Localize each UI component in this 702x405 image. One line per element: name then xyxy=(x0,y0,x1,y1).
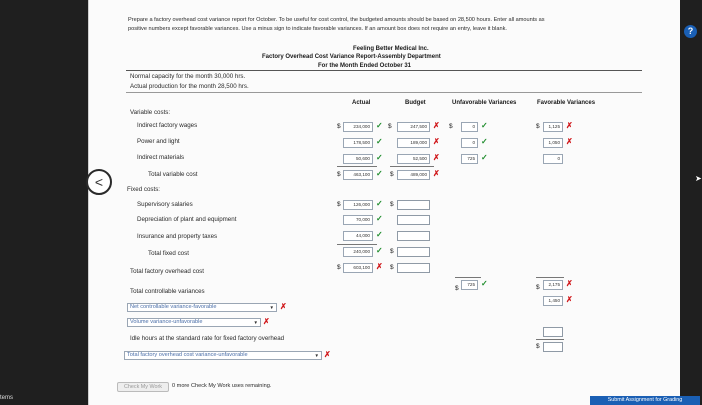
total-rule xyxy=(390,166,434,167)
controllable-unfavorable-input[interactable]: 725 xyxy=(461,280,478,290)
col-actual: Actual xyxy=(352,100,371,106)
net-controllable-input[interactable]: 1,450 xyxy=(543,296,563,306)
dollar-sign: $ xyxy=(536,123,540,130)
dollar-sign: $ xyxy=(390,171,394,178)
dollar-sign: $ xyxy=(455,285,459,292)
label-total-overhead: Total factory overhead cost xyxy=(130,268,204,275)
materials-unfavorable-input[interactable]: 725 xyxy=(461,154,478,164)
check-icon: ✓ xyxy=(376,230,383,239)
panel-divider xyxy=(88,0,89,405)
power-unfavorable-input[interactable]: 0 xyxy=(461,138,478,148)
label-idle-hours: Idle hours at the standard rate for fixed factory overhead xyxy=(130,335,285,342)
dollar-sign: $ xyxy=(536,343,540,350)
label-insurance: Insurance and property taxes xyxy=(137,233,218,240)
dollar-sign: $ xyxy=(337,264,341,271)
check-icon: ✓ xyxy=(376,137,383,146)
label-depreciation: Depreciation of plant and equipment xyxy=(137,216,237,223)
volume-variance-input[interactable] xyxy=(543,327,563,337)
check-icon: ✓ xyxy=(481,137,488,146)
power-favorable-input[interactable]: 1,050 xyxy=(543,138,563,148)
controllable-favorable-input[interactable]: 2,175 xyxy=(543,280,563,290)
x-icon: ✗ xyxy=(376,262,383,271)
x-icon: ✗ xyxy=(433,121,440,130)
submit-assignment-button[interactable]: Submit Assignment for Grading xyxy=(590,396,700,405)
heading-rule xyxy=(126,70,642,71)
total-rule xyxy=(536,339,564,340)
check-icon: ✓ xyxy=(376,153,383,162)
insurance-actual-input[interactable]: 44,000 xyxy=(343,231,373,241)
label-supervisory: Supervisory salaries xyxy=(137,201,193,208)
x-icon: ✗ xyxy=(433,137,440,146)
label-total-variable: Total variable cost xyxy=(148,171,198,178)
total-overhead-variance-input[interactable] xyxy=(543,342,563,352)
wages-budget-input[interactable]: 247,500 xyxy=(397,122,430,132)
chevron-down-icon: ▼ xyxy=(253,320,258,325)
power-budget-input[interactable]: 189,000 xyxy=(397,138,430,148)
dollar-sign: $ xyxy=(390,248,394,255)
depreciation-budget-input[interactable] xyxy=(397,215,430,225)
help-icon[interactable]: ? xyxy=(684,25,697,38)
chevron-down-icon: ▼ xyxy=(269,305,274,310)
volume-variance-select-value: Volume variance-unfavorable xyxy=(130,319,203,325)
total-fixed-budget-input[interactable] xyxy=(397,247,430,257)
col-budget: Budget xyxy=(405,100,426,106)
dollar-sign: $ xyxy=(337,123,341,130)
label-fixed-costs: Fixed costs: xyxy=(127,186,161,193)
total-rule xyxy=(337,166,377,167)
total-variable-budget-input[interactable]: 489,000 xyxy=(397,170,430,180)
sidebar-items-label: tems xyxy=(0,395,14,401)
supervisory-actual-input[interactable]: 126,000 xyxy=(343,200,373,210)
net-controllable-select[interactable] xyxy=(127,303,277,312)
total-rule xyxy=(455,277,481,278)
x-icon: ✗ xyxy=(566,279,573,288)
materials-favorable-input[interactable]: 0 xyxy=(543,154,563,164)
col-unfavorable: Unfavorable Variances xyxy=(452,100,517,106)
x-icon: ✗ xyxy=(433,153,440,162)
report-title: Factory Overhead Cost Variance Report-Assembly Department xyxy=(262,54,441,60)
x-icon: ✗ xyxy=(263,317,270,326)
total-variable-actual-input[interactable]: 463,100 xyxy=(343,170,373,180)
x-icon: ✗ xyxy=(324,350,331,359)
label-variable-costs: Variable costs: xyxy=(130,109,171,116)
company-name: Feeling Better Medical Inc. xyxy=(353,46,429,52)
wages-favorable-input[interactable]: 1,125 xyxy=(543,122,563,132)
power-actual-input[interactable]: 178,500 xyxy=(343,138,373,148)
label-total-controllable: Total controllable variances xyxy=(130,288,205,295)
total-overhead-variance-select-value: Total factory overhead cost variance-unfavorable xyxy=(127,352,248,358)
check-icon: ✓ xyxy=(376,214,383,223)
check-remaining-note: 0 more Check My Work uses remaining. xyxy=(172,383,272,389)
col-favorable: Favorable Variances xyxy=(537,100,596,106)
dollar-sign: $ xyxy=(390,264,394,271)
total-rule xyxy=(337,244,377,245)
dollar-sign: $ xyxy=(337,171,341,178)
label-total-fixed: Total fixed cost xyxy=(148,250,189,257)
check-icon: ✓ xyxy=(376,199,383,208)
label-indirect-materials: Indirect materials xyxy=(137,154,185,161)
check-my-work-button[interactable]: Check My Work xyxy=(117,382,169,392)
supervisory-budget-input[interactable] xyxy=(397,200,430,210)
materials-budget-input[interactable]: 52,500 xyxy=(397,154,430,164)
capacity-rule xyxy=(126,92,642,93)
total-fixed-actual-input[interactable]: 240,000 xyxy=(343,247,373,257)
net-controllable-select-value: Net controllable variance-favorable xyxy=(130,304,217,310)
x-icon: ✗ xyxy=(280,302,287,311)
normal-capacity: Normal capacity for the month 30,000 hrs. xyxy=(130,73,246,80)
dollar-sign: $ xyxy=(337,201,341,208)
wages-unfavorable-input[interactable]: 0 xyxy=(461,122,478,132)
instruction-line-2: positive numbers except favorable variances. Use a minus sign to indicate favorable variances. If an amount box does not require an entry, leave it blank. xyxy=(128,26,507,32)
check-icon: ✓ xyxy=(481,279,488,288)
check-icon: ✓ xyxy=(481,153,488,162)
total-overhead-actual-input[interactable]: 603,100 xyxy=(343,263,373,273)
cursor-icon: ➤ xyxy=(695,174,702,183)
instruction-line-1: Prepare a factory overhead cost variance report for October. To be useful for cost control, the budgeted amounts should be based on 28,500 hours. Enter all amounts as xyxy=(128,17,545,23)
insurance-budget-input[interactable] xyxy=(397,231,430,241)
label-indirect-wages: Indirect factory wages xyxy=(137,122,198,129)
chevron-down-icon: ▼ xyxy=(314,353,319,358)
check-icon: ✓ xyxy=(481,121,488,130)
x-icon: ✗ xyxy=(566,295,573,304)
materials-actual-input[interactable]: 50,600 xyxy=(343,154,373,164)
x-icon: ✗ xyxy=(566,121,573,130)
volume-variance-select[interactable] xyxy=(127,318,261,327)
total-rule xyxy=(536,277,564,278)
check-icon: ✓ xyxy=(376,121,383,130)
dollar-sign: $ xyxy=(390,201,394,208)
report-period: For the Month Ended October 31 xyxy=(318,63,412,69)
dollar-sign: $ xyxy=(449,123,453,130)
total-overhead-variance-select[interactable] xyxy=(124,351,322,360)
x-icon: ✗ xyxy=(566,137,573,146)
label-power-light: Power and light xyxy=(137,138,180,145)
check-icon: ✓ xyxy=(376,246,383,255)
total-overhead-budget-input[interactable] xyxy=(397,263,430,273)
actual-production: Actual production for the month 28,500 hrs. xyxy=(130,83,249,90)
wages-actual-input[interactable]: 234,000 xyxy=(343,122,373,132)
check-icon: ✓ xyxy=(376,169,383,178)
previous-arrow-icon[interactable]: < xyxy=(86,169,112,195)
depreciation-actual-input[interactable]: 70,000 xyxy=(343,215,373,225)
x-icon: ✗ xyxy=(433,169,440,178)
dollar-sign: $ xyxy=(388,123,392,130)
dollar-sign: $ xyxy=(536,284,540,291)
